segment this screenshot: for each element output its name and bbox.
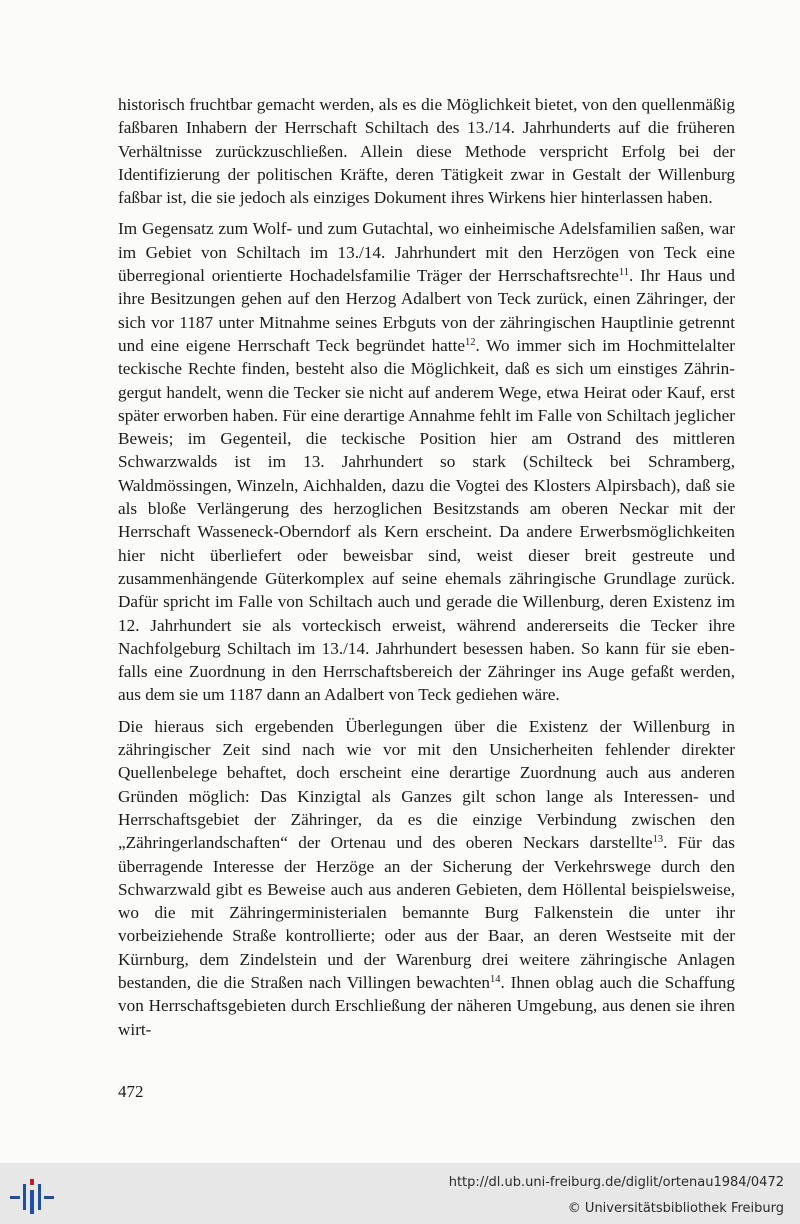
page-body [118, 93, 735, 1049]
paragraph-3-text-a: Die hieraus sich ergebenden Überlegungen über die Existenz der Willenburg in zähringischer Zeit sind nach wie vor mit den Unsicherheiten fehlender direkter Quellenbelege behaftet, doch erscheint eine derartige Zuordnung auch aus anderen Gründen möglich: Das Kinzigtal als Ganzes gilt schon lange als Interessen- und Herrschaftsgebiet der Zähringer, da es die einzige Verbindung zwischen den „Zähringerlandschaften“ der Ortenau und des oberen Neckars darstellte [118, 716, 735, 853]
footer-bar [0, 1163, 800, 1224]
paragraph-3-text-b: . Für das überragende Interesse der Herzöge an der Sicherung der Verkehrswege durch den Schwarzwald gibt es Beweise auch aus anderen Gebieten, dem Höllental beispielsweise, wo die mit Zähringerministerialen bemannte Burg Falkenstein die unter ihr vorbeiziehende Straße kontrollierte; oder aus der Baar, an deren Westseite mit der Kürnburg, dem Zindelstein und der Warenburg drei weitere zähringische Anlagen bestanden, die die Straßen nach Villingen bewachten [118, 833, 735, 992]
footnote-ref-11[interactable]: 11 [618, 267, 630, 279]
university-library-logo-icon [8, 1176, 58, 1216]
paragraph-2-text-a: Im Gegensatz zum Wolf- und zum Gutachtal, wo einheimische Adelsfamilien saßen, war im Gebiet von Schiltach im 13./14. Jahrhundert mit den Herzögen von Teck eine überregional orientierte Hochadelsfamilie Träger der Herrschaftsrechte [118, 219, 735, 286]
paragraph-2-text-b: . Ihr Haus und ihre Besitzungen gehen auf den Herzog Adalbert von Teck zurück, einen Zähringer, der sich vor 1187 unter Mitnahme seines Erbguts von der zähringischen Hauptlinie getrennt und eine eigene Herrschaft Teck begründet hatte [118, 266, 735, 355]
paragraph-2 [118, 217, 735, 706]
paragraph-1: historisch fruchtbar gemacht werden, als es die Möglichkeit bietet, von den quellenmäßig faßbaren Inhabern der Herrschaft Schiltach des 13./14. Jahrhunderts auf die früheren Verhältnisse zurückzuschließen. Allein diese Methode verspricht Erfolg bei der Identifizierung der politischen Kräfte, deren Tätigkeit zwar in Gestalt der Willenburg faßbar ist, die sie jedoch als einziges Dokument ihres Wirkens hier hinterlassen haben. [118, 95, 735, 208]
footnote-ref-12[interactable]: 12 [464, 336, 476, 348]
page-number: 472 [118, 1082, 144, 1101]
footnote-ref-13[interactable]: 13 [652, 834, 664, 846]
footnote-ref-14[interactable]: 14 [489, 973, 501, 985]
permalink-url[interactable]: http://dl.ub.uni-freiburg.de/diglit/ortenau1984/0472 [448, 1175, 784, 1190]
copyright-notice: © Universitätsbibliothek Freiburg [567, 1201, 784, 1216]
paragraph-3 [118, 715, 735, 1041]
paragraph-3-text-c: . Ihnen oblag auch die Schaffung von Herrschaftsgebieten durch Erschließung der näheren Umgebung, aus denen sie ihren wirt- [118, 972, 735, 1039]
paragraph-2-text-c: . Wo immer sich im Hochmittelalter teckische Rechte finden, besteht also die Möglichkeit, daß es sich um einstiges Zähringergut handelt, wenn die Tecker sie nicht auf anderem Wege, etwa Heirat oder Kauf, erst später erworben haben. Für eine derartige Annahme fehlt im Falle von Schiltach jeglicher Beweis; im Gegenteil, die teckische Position hier am Ostrand des mittleren Schwarzwalds ist im 13. Jahrhundert so stark (Schilteck bei Schramberg, Waldmössingen, Winzeln, Aichhalden, dazu die Vogtei des Klosters Alpirsbach), daß sie als bloße Verlängerung des herzoglichen Besitzstands am oberen Neckar mit der Herrschaft Wasseneck-Oberndorf als Kern erscheint. Da andere Erwerbsmöglichkeiten hier nicht überliefert oder beweisbar sind, weist dieser breit gestreute und zusammenhängende Güterkomplex auf seine ehemals zähringische Grundlage zurück. Dafür spricht im Falle von Schiltach auch und gerade die Willenburg, deren Existenz im 12. Jahrhundert sie als vorteckisch erweist, während andererseits die Tecker ihre Nachfolgeburg Schiltach im 13./14. Jahrhundert besessen haben. So kann für sie ebenfalls eine Zuordnung in den Herrschaftsbereich der Zähringer ins Auge gefaßt werden, aus dem sie um 1187 dann an Adalbert von Teck gediehen wäre. [118, 335, 735, 705]
